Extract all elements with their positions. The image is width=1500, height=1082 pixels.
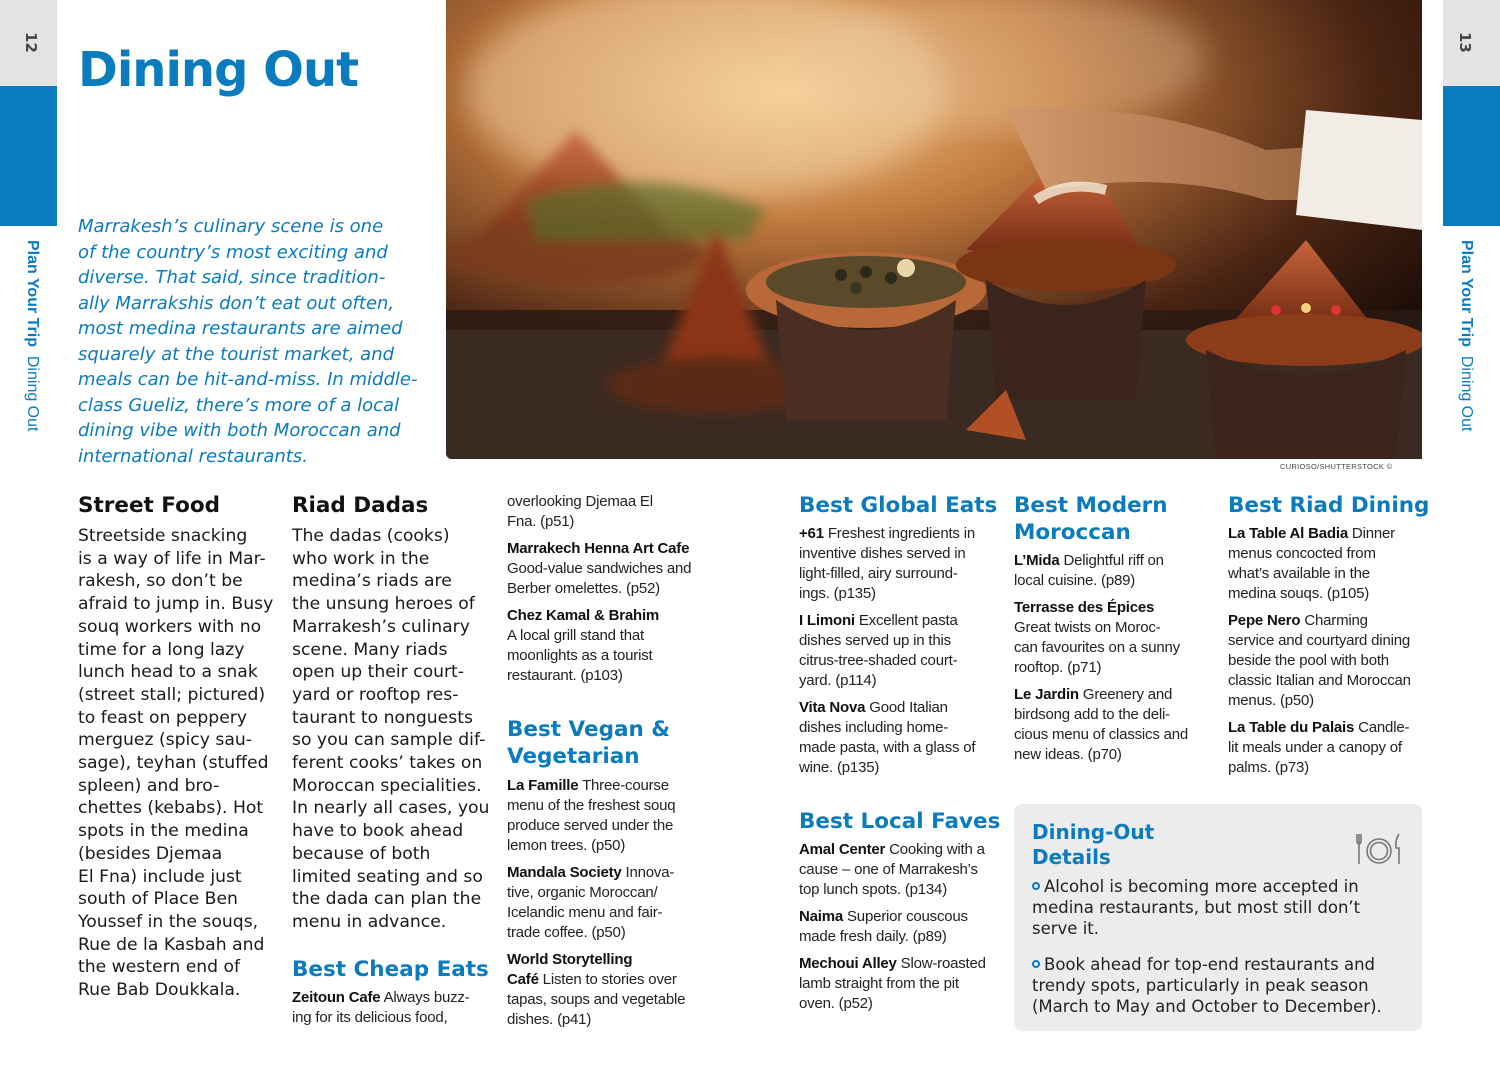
text-line: (street stall; pictured) [78,684,266,705]
text-line: dishes served up in this [799,632,951,649]
text-line: Rue de la Kasbah and [78,934,265,955]
text-line: serve it. [1032,919,1099,938]
heading-line: Vegetarian [507,744,640,769]
listing-name: L’Mida [1014,552,1060,569]
tagine-photo-illustration [446,0,1422,459]
text-line: Delightful riff on [1059,552,1164,569]
text-line: cious menu of classics and [1014,726,1189,743]
text-line: trendy spots, particularly in peak season [1032,976,1369,995]
text-line: Innova- [621,864,675,881]
text-line: local cuisine. (p89) [1014,572,1136,589]
text-line: Charming [1300,612,1368,629]
text-line: new ideas. (p70) [1014,746,1122,763]
listing-world-storytelling-cafe [507,950,707,1030]
text-line: Listen to stories over [538,971,677,988]
text-line: to feast on peppery [78,707,248,728]
text-line: Fna. (p51) [507,513,575,530]
text-line: lemon trees. (p50) [507,837,626,854]
text-line: scene. Many riads [292,639,448,660]
text-line: ing for its delicious food, [292,1009,448,1026]
text-line: Greenery and [1078,686,1173,703]
photo-credit: CURIOSO/SHUTTERSTOCK © [1280,462,1393,471]
riad-dadas-heading: Riad Dadas [292,493,429,518]
listing-name: La Famille [507,777,579,794]
text-line: the western end of [78,957,241,978]
text-line: Marrakesh’s culinary [292,616,470,637]
street-food-text [78,525,278,1002]
text-line: souq workers with no [78,616,262,637]
text-line: oven. (p52) [799,995,873,1012]
text-line: ings. (p135) [799,585,876,602]
listing-mandala-society [507,863,707,943]
text-line: yard or rooftop res- [292,684,459,705]
best-cheap-eats-heading: Best Cheap Eats [292,957,489,982]
cutlery-plate-icon [1354,830,1404,868]
text-line: yard. (p114) [799,672,877,689]
text-line: rakesh, so don’t be [78,571,243,592]
listing-lmida [1014,551,1214,591]
text-line: afraid to jump in. Busy [78,594,274,615]
details-point-alcohol [1032,876,1360,939]
text-line: ferent cooks’ takes on [292,753,483,774]
right-blue-tab [1443,86,1500,226]
text-line: Youssef in the souqs, [78,911,259,932]
text-line: dishes. (p41) [507,1011,592,1028]
text-line: top lunch spots. (p134) [799,881,947,898]
text-line: birdsong add to the deli- [1014,706,1170,723]
page-title: Dining Out [78,42,359,98]
text-line: made fresh daily. (p89) [799,928,947,945]
intro-line: most medina restaurants are aimed [78,318,403,339]
text-line: Book ahead for top-end restaurants and [1044,955,1376,974]
listing-name: Naima [799,908,844,925]
text-line: time for a long lazy [78,639,245,660]
text-line: can favourites on a sunny [1014,639,1180,656]
text-line: Rue Bab Doukkala. [78,980,241,1001]
heading-line: Best Modern [1014,493,1168,518]
right-side-label: Plan Your Trip Dining Out [1458,240,1475,432]
text-line: so you can sample dif- [292,730,486,751]
dining-out-details-box [1014,804,1422,1031]
text-line: trade coffee. (p50) [507,924,626,941]
listing-name: La Table du Palais [1228,719,1355,736]
text-line: dishes including home- [799,719,949,736]
listing-pepe-nero [1228,611,1428,711]
listing-zeitoun-cafe-continued [507,492,707,532]
listing-mechoui-alley [799,954,999,1014]
bullet-icon [1032,882,1040,890]
left-blue-tab [0,86,57,226]
text-line: Candle- [1354,719,1410,736]
text-line: inventive dishes served in [799,545,966,562]
listing-terrasse-des-epices [1014,598,1214,678]
intro-line: of the country’s most exciting and [78,241,388,263]
text-line: Good Italian [865,699,948,716]
text-line: medina restaurants, but most still don’t [1032,898,1361,917]
text-line: the unsung heroes of [292,594,475,615]
text-line: medina souqs. (p105) [1228,585,1370,602]
best-vegan-heading [507,716,707,770]
text-line: overlooking Djemaa El [507,493,653,510]
best-modern-heading [1014,492,1214,546]
text-line: made pasta, with a glass of [799,739,976,756]
text-line: beside the pool with both [1228,652,1389,669]
heading-line: Best Vegan & [507,717,671,742]
text-line: Superior couscous [843,908,968,925]
best-riad-section [1228,492,1428,785]
text-line: medina’s riads are [292,571,452,592]
text-line: tive, organic Moroccan/ [507,884,658,901]
best-riad-heading: Best Riad Dining [1228,493,1430,518]
heading-line: Dining-Out [1032,820,1155,844]
riad-dadas-section [292,492,492,934]
text-line: menu in advance. [292,911,447,932]
listing-name: La Table Al Badia [1228,525,1348,542]
listing-plus-61 [799,524,999,604]
listing-name: Terrasse des Épices [1014,599,1155,616]
listing-zeitoun-cafe [292,988,492,1028]
text-line: El Fna) include just [78,866,242,887]
listing-name: World Storytelling [507,951,633,968]
text-line: Slow-roasted [896,955,986,972]
text-line: cause – one of Marrakesh’s [799,861,978,878]
listing-chez-kamal [507,606,707,686]
listing-i-limoni [799,611,999,691]
text-line: The dadas (cooks) [292,526,450,546]
listing-name: Zeitoun Cafe [292,989,381,1006]
text-line: the dada can plan the [292,889,482,910]
intro-line: dining vibe with both Moroccan and [78,420,401,441]
text-line: lit meals under a canopy of [1228,739,1402,756]
intro-line: Marrakesh’s culinary scene is one [78,216,384,237]
listing-name: Chez Kamal & Brahim [507,607,660,624]
text-line: menus. (p50) [1228,692,1314,709]
listing-la-famille [507,776,707,856]
heading-line: Moroccan [1014,520,1131,545]
listing-name: Pepe Nero [1228,612,1301,629]
text-line: light-filled, airy surround- [799,565,958,582]
text-line: Berber omelettes. (p52) [507,580,660,597]
tagine-photo [446,0,1422,459]
text-line: rooftop. (p71) [1014,659,1102,676]
text-line: spleen) and bro- [78,775,220,796]
text-line: A local grill stand that [507,627,644,644]
listing-name: +61 [799,525,824,542]
listing-name: Mechoui Alley [799,955,897,972]
text-line: south of Place Ben [78,889,238,910]
listing-name: Café [507,971,539,988]
text-line: spots in the medina [78,821,249,842]
heading-line: Details [1032,845,1111,869]
text-line: merguez (spicy sau- [78,730,252,751]
listing-vita-nova [799,698,999,778]
best-local-heading: Best Local Faves [799,809,1001,834]
details-point-book-ahead [1032,954,1382,1017]
text-line: Cooking with a [885,841,985,858]
text-line: open up their court- [292,662,465,683]
listing-la-table-du-palais [1228,718,1428,778]
text-line: Three-course [578,777,669,794]
listing-le-jardin [1014,685,1214,765]
text-line: because of both [292,843,431,864]
text-line: moonlights as a tourist [507,647,653,664]
riad-dadas-text [292,525,492,934]
right-page-number: 13 [1456,32,1474,53]
text-line: taurant to nonguests [292,707,473,728]
left-side-label: Plan Your Trip Dining Out [24,240,41,432]
cheap-eats-continued [507,492,707,693]
text-line: Always buzz- [380,989,470,1006]
intro-paragraph [78,214,423,469]
text-line: (besides Djemaa [78,843,223,864]
listing-name: Marrakech Henna Art Cafe [507,540,690,557]
text-line: produce served under the [507,817,674,834]
text-line: menu of the freshest souq [507,797,676,814]
intro-line: class Gueliz, there’s more of a local [78,394,400,416]
text-line: Freshest ingredients in [823,525,975,542]
best-global-section [799,492,999,785]
bullet-icon [1032,960,1040,968]
text-line: lamb straight from the pit [799,975,959,992]
text-line: lunch head to a snak [78,662,258,683]
text-line: Alcohol is becoming more accepted in [1044,877,1359,896]
listing-henna-art-cafe [507,539,707,599]
left-page-number: 12 [22,32,40,53]
best-cheap-eats-section [292,956,492,1035]
text-line: In nearly all cases, you [292,798,490,819]
best-local-section [799,808,999,1021]
listing-name: Amal Center [799,841,886,858]
text-line: (March to May and October to December). [1032,997,1382,1016]
text-line: chettes (kebabs). Hot [78,798,264,819]
text-line: Great twists on Moroc- [1014,619,1161,636]
text-line: restaurant. (p103) [507,667,623,684]
text-line: Icelandic menu and fair- [507,904,663,921]
listing-amal-center [799,840,999,900]
text-line: wine. (p135) [799,759,880,776]
best-vegan-section [507,716,707,1037]
best-modern-section [1014,492,1214,772]
text-line: Streetside snacking [78,526,248,546]
street-food-section [78,492,278,1002]
text-line: citrus-tree-shaded court- [799,652,958,669]
text-line: Excellent pasta [854,612,958,629]
listing-name: Le Jardin [1014,686,1079,703]
best-global-heading: Best Global Eats [799,493,998,518]
text-line: have to book ahead [292,821,464,842]
text-line: who work in the [292,548,430,569]
text-line: tapas, soups and vegetable [507,991,686,1008]
intro-line: international restaurants. [78,445,308,467]
text-line: classic Italian and Moroccan [1228,672,1411,689]
text-line: limited seating and so [292,866,483,887]
text-line: sage), teyhan (stuffed [78,753,269,774]
listing-name: Vita Nova [799,699,866,716]
text-line: Good-value sandwiches and [507,560,692,577]
listing-la-table-al-badia [1228,524,1428,604]
text-line: Dinner [1347,525,1395,542]
text-line: menus concocted from [1228,545,1376,562]
street-food-heading: Street Food [78,493,221,518]
text-line: service and courtyard dining [1228,632,1411,649]
listing-naima [799,907,999,947]
text-line: what’s available in the [1228,565,1370,582]
intro-line: diverse. That said, since tradition- [78,267,386,288]
details-box-heading [1032,820,1154,870]
listing-name: I Limoni [799,612,855,629]
text-line: palms. (p73) [1228,759,1309,776]
intro-line: meals can be hit-and-miss. In middle- [78,369,418,390]
text-line: is a way of life in Mar- [78,548,266,569]
intro-line: squarely at the tourist market, and [78,343,395,365]
listing-name: Mandala Society [507,864,622,881]
intro-line: ally Marrakshis don’t eat out often, [78,292,395,314]
text-line: Moroccan specialities. [292,775,482,796]
